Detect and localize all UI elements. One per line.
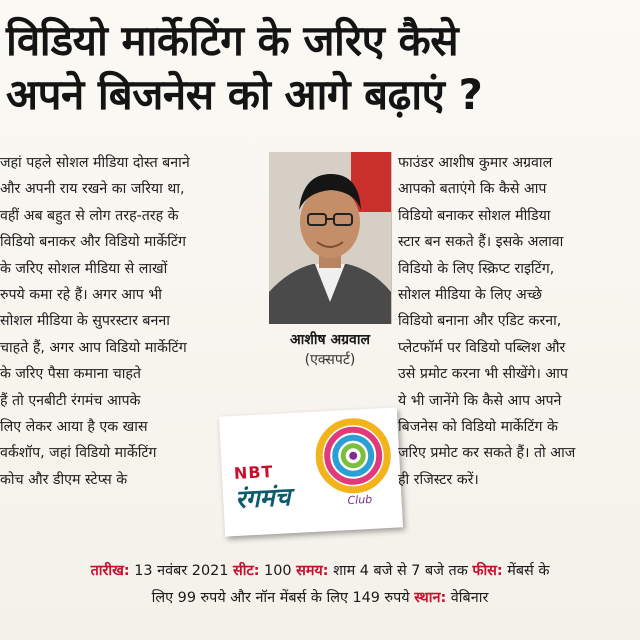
nbt-rangmanch-club-logo <box>219 407 403 536</box>
fee-value-1: मेंबर्स के <box>507 563 550 579</box>
article-line: प्लेटफॉर्म पर विडियो पब्लिश और <box>398 339 566 356</box>
rangmanch-swirl-icon <box>311 414 395 498</box>
article-line: लिए लेकर आया है एक खास <box>0 419 148 436</box>
logo-suffix: Club <box>347 492 373 508</box>
expert-photo <box>269 152 392 324</box>
time-value: शाम 4 बजे से 7 बजे तक <box>333 563 468 579</box>
article-line: विडियो बनाना और एडिट करना, <box>398 313 562 330</box>
event-details-line-2 <box>0 585 640 612</box>
article-line: बिजनेस को विडियो मार्केटिंग के <box>398 419 558 436</box>
article-line: विडियो के लिए स्क्रिप्ट राइटिंग, <box>398 260 555 277</box>
article-line: के जरिए सोशल मीडिया से लाखों <box>0 260 168 277</box>
article-line: जरिए प्रमोट कर सकते हैं। तो आज <box>398 445 576 462</box>
headline <box>6 14 636 122</box>
time-label: समय: <box>296 563 329 579</box>
article-line: विडियो बनाकर सोशल मीडिया <box>398 207 551 224</box>
article-line: कोच और डीएम स्टेप्स के <box>0 471 128 488</box>
article-line: स्टार बन सकते हैं। इसके अलावा <box>398 234 564 251</box>
article-line: रुपये कमा रहे हैं। अगर आप भी <box>0 287 162 304</box>
date-label: तारीख: <box>90 563 130 579</box>
event-details-line-1 <box>0 558 640 585</box>
article-line: हैं तो एनबीटी रंगमंच आपके <box>0 392 141 409</box>
right-column <box>398 150 640 493</box>
headline-line-1: विडियो मार्केटिंग के जरिए कैसे <box>6 16 459 65</box>
fee-value-2: लिए 99 रुपये और नॉन मेंबर्स के लिए 149 रुपये <box>151 590 410 606</box>
article-line: वर्कशॉप, जहां विडियो मार्केटिंग <box>0 445 157 462</box>
venue-label: स्थान: <box>414 590 447 606</box>
article-line: जहां पहले सोशल मीडिया दोस्त बनाने <box>0 155 190 171</box>
expert-role: (एक्सपर्ट) <box>304 352 356 368</box>
seats-value: 100 <box>264 563 292 579</box>
logo-name: रंगमंच <box>234 482 292 514</box>
expert-caption <box>262 330 398 370</box>
article-line: विडियो बनाकर और विडियो मार्केटिंग <box>0 234 187 251</box>
expert-name: आशीष अग्रवाल <box>290 332 370 348</box>
article-line: ही रजिस्टर करें। <box>398 471 479 488</box>
article-line: सोशल मीडिया के सुपरस्टार बनना <box>0 313 170 330</box>
seats-label: सीट: <box>233 563 260 579</box>
article-line: उसे प्रमोट करना भी सीखेंगे। आप <box>398 366 568 383</box>
article-line: सोशल मीडिया के लिए अच्छे <box>398 287 542 304</box>
article-line: और अपनी राय रखने का जरिया था, <box>0 181 185 198</box>
headline-line-2: अपने बिजनेस को आगे बढ़ाएं ? <box>6 70 483 119</box>
article-line: ये भी जानेंगे कि कैसे आप अपने <box>398 392 562 409</box>
fee-label: फीस: <box>472 563 503 579</box>
article-line: वहीं अब बहुत से लोग तरह-तरह के <box>0 207 179 224</box>
article-line: फाउंडर आशीष कुमार अग्रवाल <box>398 155 553 171</box>
article-line: आपको बताएंगे कि कैसे आप <box>398 181 547 198</box>
event-details <box>0 558 640 612</box>
logo-brand: NBT <box>233 461 274 484</box>
venue-value: वेबिनार <box>450 590 489 606</box>
article-line: के जरिए पैसा कमाना चाहते <box>0 366 142 383</box>
article-line: चाहते हैं, अगर आप विडियो मार्केटिंग <box>0 339 187 356</box>
date-value: 13 नवंबर 2021 <box>134 563 229 579</box>
